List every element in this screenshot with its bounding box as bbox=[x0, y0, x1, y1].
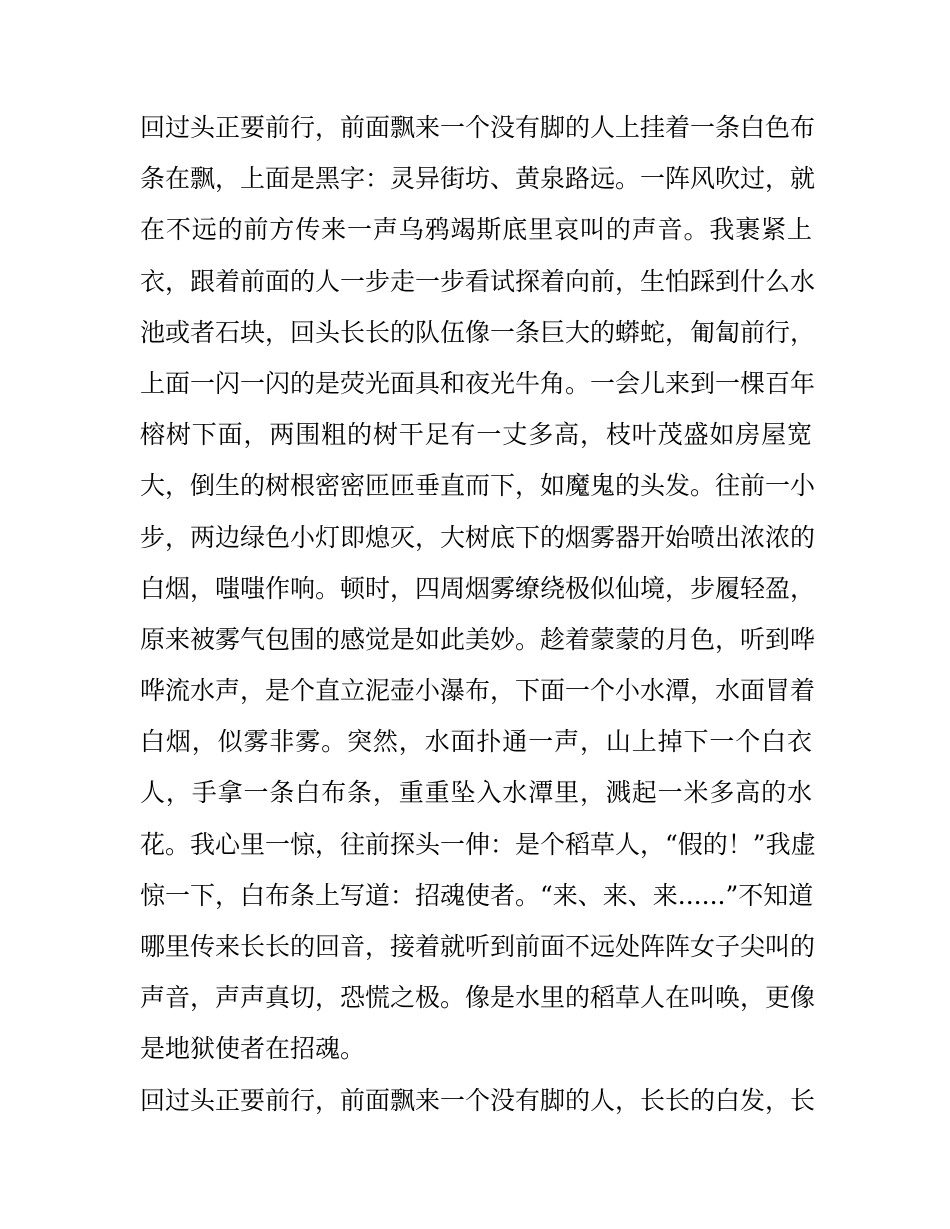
document-body bbox=[140, 102, 816, 1126]
text-line: 惊一下，白布条上写道：招魂使者。“来、来、来......”不知道 bbox=[140, 880, 814, 910]
text-line: 在不远的前方传来一声乌鸦竭斯底里哀叫的声音。我裹紧上 bbox=[140, 215, 812, 245]
text-line: 花。我心里一惊，往前探头一伸：是个稻草人，“假的！”我虚 bbox=[140, 829, 816, 859]
text-line: 衣，跟着前面的人一步走一步看试探着向前，生怕踩到什么水 bbox=[140, 266, 816, 296]
text-line: 白烟，嗤嗤作响。顿时，四周烟雾缭绕极似仙境，步履轻盈， bbox=[140, 573, 816, 603]
text-line: 上面一闪一闪的是荧光面具和夜光牛角。一会儿来到一棵百年 bbox=[140, 368, 816, 398]
text-line: 声音，声声真切，恐慌之极。像是水里的稻草人在叫唤，更像 bbox=[140, 983, 816, 1013]
text-line: 哪里传来长长的回音，接着就听到前面不远处阵阵女子尖叫的 bbox=[140, 932, 816, 961]
text-line: 是地狱使者在招魂。 bbox=[140, 1034, 366, 1064]
paragraph-2 bbox=[140, 1075, 816, 1126]
text-line: 白烟，似雾非雾。突然，水面扑通一声，山上掉下一个白衣 bbox=[140, 727, 812, 757]
text-line: 人，手拿一条白布条，重重坠入水潭里，溅起一米多高的水 bbox=[140, 778, 812, 808]
text-line: 步，两边绿色小灯即熄灭，大树底下的烟雾器开始喷出浓浓的 bbox=[140, 522, 816, 552]
text-line: 条在飘，上面是黑字：灵异街坊、黄泉路远。一阵风吹过，就 bbox=[140, 164, 816, 194]
text-line: 哗流水声，是个直立泥壶小瀑布，下面一个小水潭，水面冒着 bbox=[140, 676, 816, 706]
text-line: 回过头正要前行，前面飘来一个没有脚的人上挂着一条白色布 bbox=[140, 113, 816, 142]
paragraph-1 bbox=[140, 102, 816, 1075]
text-line: 回过头正要前行，前面飘来一个没有脚的人，长长的白发，长 bbox=[140, 1085, 816, 1115]
text-line: 大，倒生的树根密密匝匝垂直而下，如魔鬼的头发。往前一小 bbox=[140, 471, 816, 501]
text-line: 原来被雾气包围的感觉是如此美妙。趁着蒙蒙的月色，听到哗 bbox=[140, 624, 816, 654]
text-line: 池或者石块，回头长长的队伍像一条巨大的蟒蛇，匍匐前行， bbox=[140, 317, 816, 347]
text-line: 榕树下面，两围粗的树干足有一丈多高，枝叶茂盛如房屋宽 bbox=[140, 420, 812, 450]
